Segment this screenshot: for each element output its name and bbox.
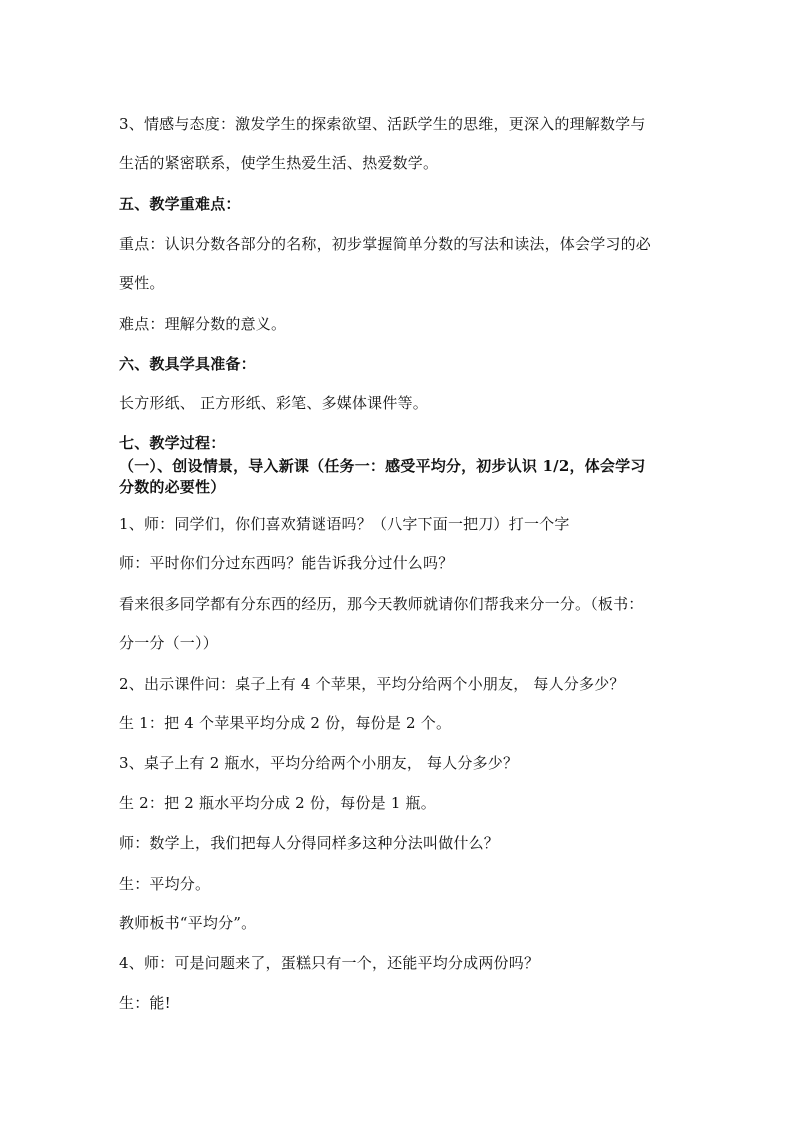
paragraph-line: 生：能! — [119, 994, 171, 1012]
paragraph-line: 生活的紧密联系，使学生热爱生活、热爱数学。 — [119, 154, 439, 172]
subsection-heading: 分数的必要性） — [119, 478, 226, 496]
paragraph-line: 分一分（一）） — [119, 634, 218, 652]
section-heading: 五、教学重难点： — [119, 195, 241, 213]
paragraph-line: 3、情感与态度：激发学生的探索欲望、活跃学生的思维，更深入的理解数学与 — [119, 115, 646, 133]
paragraph-line: 看来很多同学都有分东西的经历，那今天教师就请你们帮我来分一分。（板书： — [119, 595, 644, 613]
paragraph-line: 1、师：同学们，你们喜欢猜谜语吗？（八字下面一把刀）打一个字 — [119, 515, 570, 533]
paragraph-line: 师：数学上，我们把每人分得同样多这种分法叫做什么？ — [119, 834, 500, 852]
subsection-heading: （一）、创设情景，导入新课（任务一：感受平均分，初步认识 1/2，体会学习 — [119, 457, 646, 475]
paragraph-line: 重点：认识分数各部分的名称，初步掌握简单分数的写法和读法，体会学习的必 — [119, 235, 652, 253]
section-heading: 六、教具学具准备： — [119, 355, 256, 373]
paragraph-line: 生 2：把 2 瓶水平均分成 2 份，每份是 1 瓶。 — [119, 794, 436, 812]
section-heading: 七、教学过程： — [119, 434, 226, 452]
paragraph-line: 要性。 — [119, 274, 165, 292]
paragraph-line: 生：平均分。 — [119, 875, 211, 893]
paragraph-line: 2、出示课件问：桌子上有 4 个苹果，平均分给两个小朋友， 每人分多少？ — [119, 675, 625, 693]
paragraph-line: 难点：理解分数的意义。 — [119, 315, 287, 333]
paragraph-line: 师：平时你们分过东西吗？能告诉我分过什么吗？ — [119, 554, 454, 572]
paragraph-line: 教师板书“平均分”。 — [119, 914, 257, 932]
paragraph-line: 3、桌子上有 2 瓶水，平均分给两个小朋友， 每人分多少？ — [119, 754, 519, 772]
paragraph-line: 4、师：可是问题来了，蛋糕只有一个，还能平均分成两份吗？ — [119, 954, 540, 972]
paragraph-line: 生 1：把 4 个苹果平均分成 2 份，每份是 2 个。 — [119, 714, 452, 732]
paragraph-line: 长方形纸、 正方形纸、彩笔、多媒体课件等。 — [119, 394, 428, 412]
